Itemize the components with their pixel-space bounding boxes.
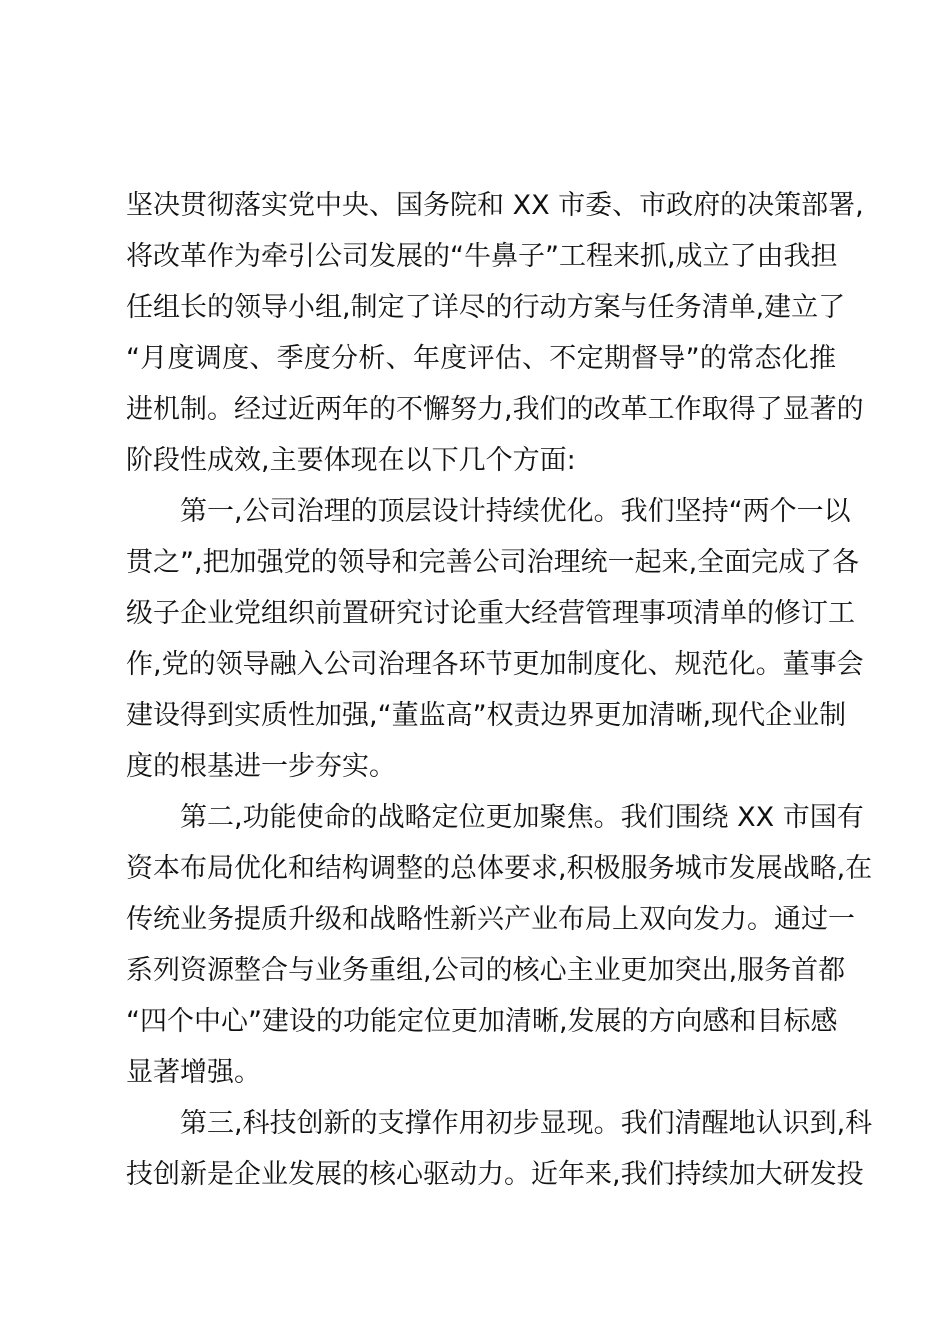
text-line: 级子企业党组织前置研究讨论重大经营管理事项清单的修订工 [126, 598, 855, 629]
text-line: 贯之”,把加强党的领导和完善公司治理统一起来,全面完成了各 [126, 547, 860, 578]
text-line: 第一,公司治理的顶层设计持续优化。我们坚持“两个一以 [180, 496, 851, 527]
paragraph-first [126, 486, 864, 792]
text-line: 进机制。经过近两年的不懈努力,我们的改革工作取得了显著的 [126, 394, 864, 425]
text-line: “月度调度、季度分析、年度评估、不定期督导”的常态化推 [126, 343, 836, 374]
text-line: 显著增强。 [126, 1057, 261, 1088]
paragraph-third [126, 1098, 873, 1200]
text-line: 作,党的领导融入公司治理各环节更加制度化、规范化。董事会 [126, 649, 864, 680]
paragraph-intro [126, 180, 864, 486]
text-line: 坚决贯彻落实党中央、国务院和 XX 市委、市政府的决策部署, [126, 190, 864, 221]
text-line: 传统业务提质升级和战略性新兴产业布局上双向发力。通过一 [126, 904, 855, 935]
paragraph-second [126, 792, 873, 1098]
text-line: 建设得到实质性加强,“董监高”权责边界更加清晰,现代企业制 [126, 700, 847, 731]
text-line: “四个中心”建设的功能定位更加清晰,发展的方向感和目标感 [126, 1006, 838, 1037]
text-line: 任组长的领导小组,制定了详尽的行动方案与任务清单,建立了 [126, 292, 846, 323]
text-line: 资本布局优化和结构调整的总体要求,积极服务城市发展战略,在 [126, 853, 873, 884]
text-line: 系列资源整合与业务重组,公司的核心主业更加突出,服务首都 [126, 955, 846, 986]
text-line: 将改革作为牵引公司发展的“牛鼻子”工程来抓,成立了由我担 [126, 241, 838, 272]
text-line: 度的根基进一步夯实。 [126, 751, 396, 782]
text-line: 技创新是企业发展的核心驱动力。近年来,我们持续加大研发投 [126, 1159, 864, 1190]
text-line: 阶段性成效,主要体现在以下几个方面: [126, 445, 576, 476]
body-text [126, 180, 873, 1200]
text-line: 第二,功能使命的战略定位更加聚焦。我们围绕 XX 市国有 [180, 802, 864, 833]
text-line: 第三,科技创新的支撑作用初步显现。我们清醒地认识到,科 [180, 1108, 873, 1139]
